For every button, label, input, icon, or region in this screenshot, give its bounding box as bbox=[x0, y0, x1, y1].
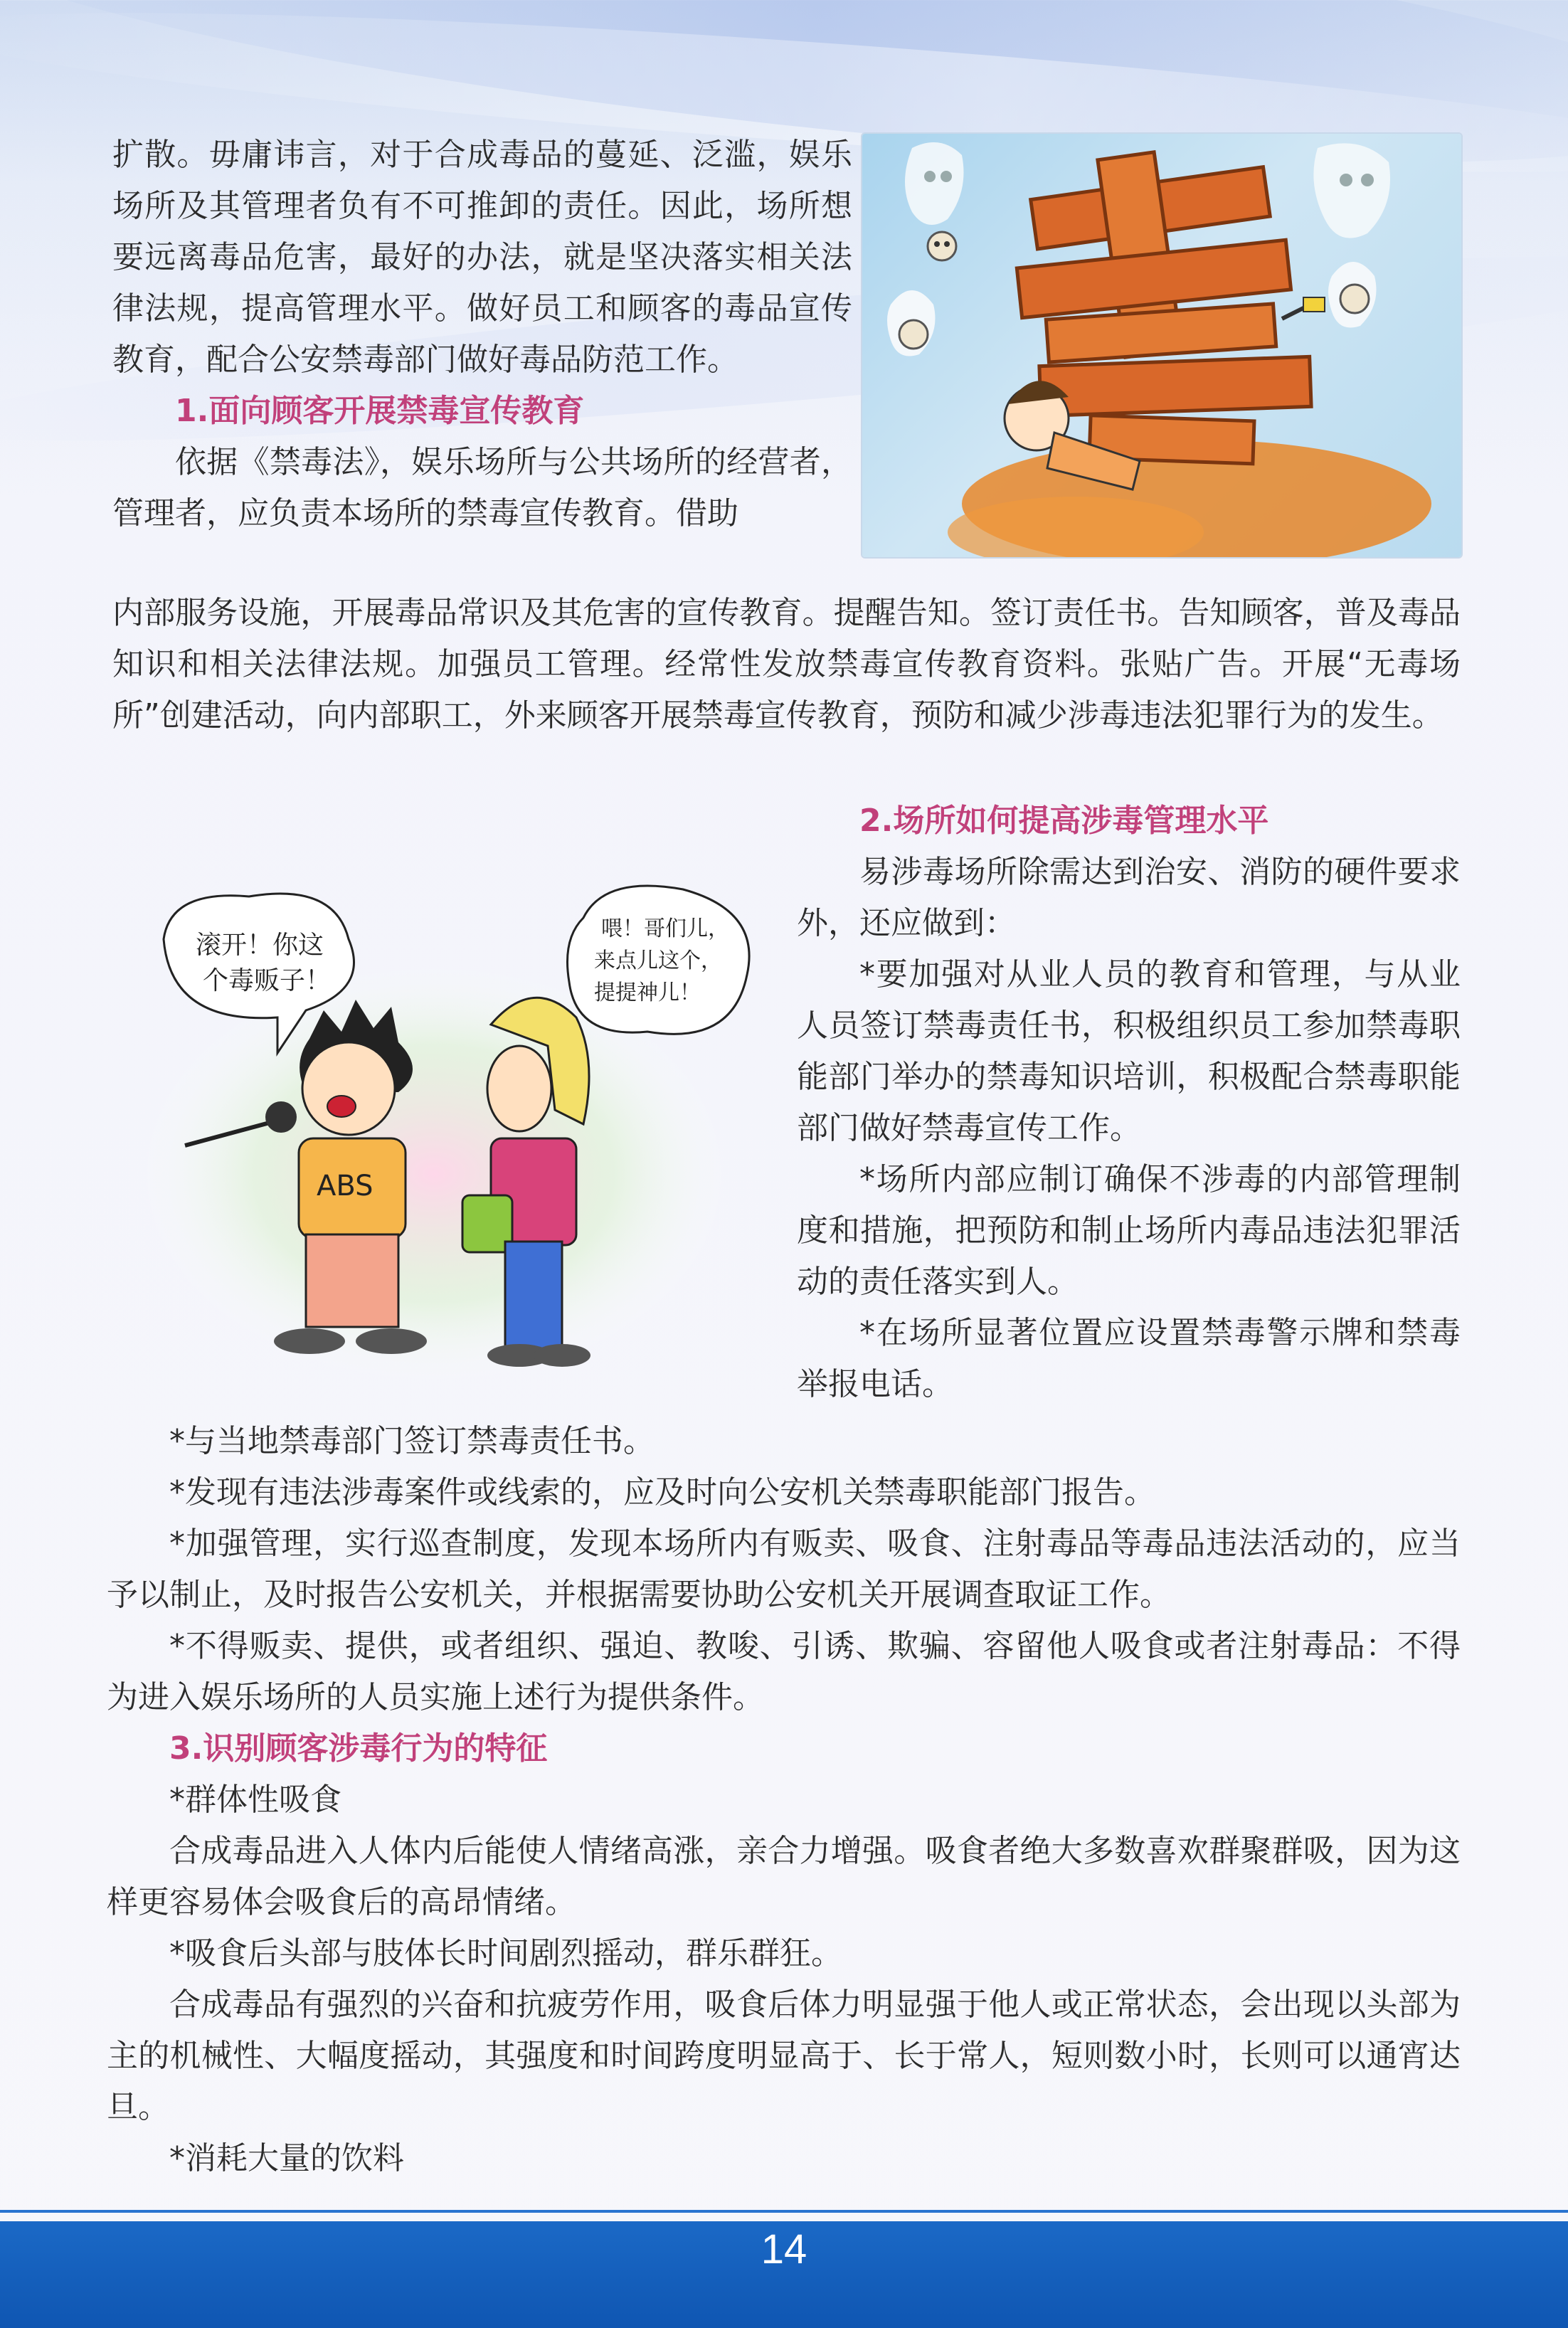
section-heading-2: 2.场所如何提高涉毒管理水平 bbox=[859, 803, 1269, 839]
poison-illustration bbox=[862, 134, 1461, 557]
footer-divider bbox=[0, 2210, 1568, 2213]
ghost-skull bbox=[887, 290, 936, 356]
page-number: 14 bbox=[761, 2226, 807, 2273]
karaoke-cartoon bbox=[135, 875, 775, 1387]
section-2-intro: 易涉毒场所除需达到治安、消防的硬件要求外，还应做到： bbox=[797, 854, 1461, 941]
section-2-text-block bbox=[797, 795, 1461, 1410]
bubble-right-line-1: 喂！哥们儿， bbox=[601, 916, 729, 941]
section-3-sub-1-text: 合成毒品进入人体内后能使人情绪高涨，亲合力增强。吸食者绝大多数喜欢群聚群吸，因为这样更容易体会吸食后的高昂情绪。 bbox=[107, 1833, 1461, 1920]
bubble-left-line-2: 个毒贩子！ bbox=[203, 966, 332, 995]
section-3-sub-3: *消耗大量的饮料 bbox=[169, 2140, 404, 2176]
section-2-item-2: *场所内部应制订确保不涉毒的内部管理制度和措施，把预防和制止场所内毒品违法犯罪活动的责任落实到人。 bbox=[797, 1161, 1461, 1300]
ghost-skull bbox=[905, 142, 964, 225]
section-heading-3: 3.识别顾客涉毒行为的特征 bbox=[169, 1730, 548, 1767]
skull-head bbox=[928, 232, 956, 260]
section-1-text-block bbox=[112, 588, 1461, 741]
section-2-item-3: *在场所显著位置应设置禁毒警示牌和禁毒举报电话。 bbox=[797, 1315, 1461, 1402]
section-1-paragraph-start: 依据《禁毒法》，娱乐场所与公共场所的经营者，管理者，应负责本场所的禁毒宣传教育。借助 bbox=[112, 444, 852, 531]
section-3-sub-2: *吸食后头部与肢体长时间剧烈摇动，群乐群狂。 bbox=[169, 1935, 842, 1972]
microphone-icon bbox=[265, 1101, 297, 1133]
ghost-skull bbox=[1313, 143, 1390, 238]
speech-bubble-right bbox=[568, 886, 750, 1034]
section-3-sub-2-text: 合成毒品有强烈的兴奋和抗疲劳作用，吸食后体力明显强于他人或正常状态，会出现以头部为主的机械性、大幅度摇动，其强度和时间跨度明显高于、长于常人，短则数小时，长则可以通宵达旦。 bbox=[107, 1986, 1461, 2125]
shirt-text: ABS bbox=[317, 1170, 374, 1202]
section-2-item-1: *要加强对从业人员的教育和管理，与从业人员签订禁毒责任书，积极组织员工参加禁毒职能部门举办的禁毒知识培训，积极配合禁毒职能部门做好禁毒宣传工作。 bbox=[797, 956, 1461, 1146]
section-2-item-6: *加强管理，实行巡查制度，发现本场所内有贩卖、吸食、注射毒品等毒品违法活动的，应当予以制止，及时报告公安机关，并根据需要协助公安机关开展调查取证工作。 bbox=[107, 1525, 1461, 1613]
intro-text-block bbox=[112, 129, 852, 539]
section-2-item-5: *发现有违法涉毒案件或线索的，应及时向公安机关禁毒职能部门报告。 bbox=[169, 1474, 1155, 1510]
section-1-paragraph-rest: 内部服务设施，开展毒品常识及其危害的宣传教育。提醒告知。签订责任书。告知顾客，普及毒品知识和相关法律法规。加强员工管理。经常性发放禁毒宣传教育资料。张贴广告。开展“无毒场所”创建活动，向内部职工，外来顾客开展禁毒宣传教育，预防和减少涉毒违法犯罪行为的发生。 bbox=[112, 595, 1461, 734]
section-3-text-block bbox=[107, 1416, 1461, 2184]
ghost-skull bbox=[1328, 262, 1377, 328]
section-2-item-7: *不得贩卖、提供，或者组织、强迫、教唆、引诱、欺骗、容留他人吸食或者注射毒品：不得为进入娱乐场所的人员实施上述行为提供条件。 bbox=[107, 1628, 1461, 1715]
bubble-right-line-2: 来点儿这个， bbox=[594, 948, 722, 973]
intro-paragraph: 扩散。毋庸讳言，对于合成毒品的蔓延、泛滥，娱乐场所及其管理者负有不可推卸的责任。因此，场所想要远离毒品危害，最好的办法，就是坚决落实相关法律法规，提高管理水平。做好员工和顾客的毒品宣传教育，配合公安禁毒部门做好毒品防范工作。 bbox=[112, 137, 852, 378]
section-3-sub-1: *群体性吸食 bbox=[169, 1782, 341, 1818]
bubble-right-line-3: 提提神儿！ bbox=[594, 980, 701, 1005]
poison-illustration-art bbox=[862, 134, 1461, 557]
section-heading-1: 1.面向顾客开展禁毒宣传教育 bbox=[175, 393, 585, 429]
bubble-left-line-1: 滚开！你这 bbox=[196, 931, 324, 960]
section-2-item-4: *与当地禁毒部门签订禁毒责任书。 bbox=[169, 1423, 655, 1459]
karaoke-cartoon-art bbox=[135, 875, 775, 1387]
